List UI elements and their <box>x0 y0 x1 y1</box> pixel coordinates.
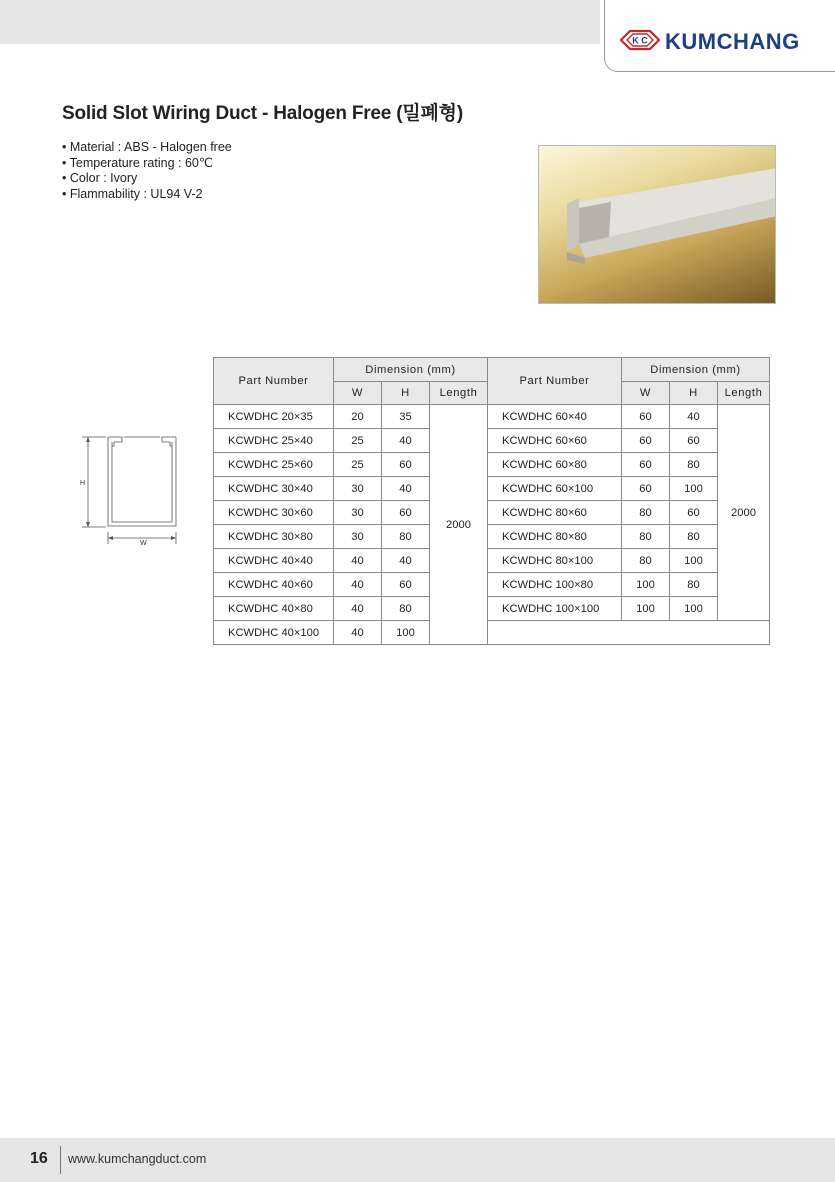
part-number-cell: KCWDHC 40×100 <box>214 621 334 645</box>
spec-material: • Material : ABS - Halogen free <box>62 140 232 156</box>
h-cell: 100 <box>670 477 718 501</box>
length-cell-right: 2000 <box>718 405 770 621</box>
footer-divider <box>60 1146 61 1174</box>
w-cell: 100 <box>622 573 670 597</box>
part-number-cell: KCWDHC 60×40 <box>488 405 622 429</box>
table-row <box>214 429 770 453</box>
brand-logo-tab <box>604 0 835 72</box>
part-number-cell: KCWDHC 80×100 <box>488 549 622 573</box>
w-cell: 80 <box>622 501 670 525</box>
w-cell: 40 <box>334 621 382 645</box>
spec-flammability: • Flammability : UL94 V-2 <box>62 187 232 203</box>
w-cell: 60 <box>622 405 670 429</box>
page-title: Solid Slot Wiring Duct - Halogen Free (밀폐형) <box>62 103 463 124</box>
w-cell: 20 <box>334 405 382 429</box>
spec-temperature: • Temperature rating : 60℃ <box>62 156 232 172</box>
header-w-right: W <box>622 382 670 405</box>
part-number-cell: KCWDHC 60×80 <box>488 453 622 477</box>
header-length-right: Length <box>718 382 770 405</box>
width-label: W <box>140 540 147 547</box>
page-number: 16 <box>30 1150 48 1167</box>
h-cell: 40 <box>382 477 430 501</box>
w-cell: 40 <box>334 573 382 597</box>
part-number-cell: KCWDHC 40×80 <box>214 597 334 621</box>
dimension-table <box>213 357 770 645</box>
h-cell: 60 <box>382 501 430 525</box>
part-number-cell: KCWDHC 60×60 <box>488 429 622 453</box>
w-cell: 100 <box>622 597 670 621</box>
spec-list <box>62 140 232 202</box>
table-row <box>214 453 770 477</box>
part-number-cell: KCWDHC 25×60 <box>214 453 334 477</box>
header-w-left: W <box>334 382 382 405</box>
w-cell: 25 <box>334 453 382 477</box>
w-cell: 60 <box>622 429 670 453</box>
table-row <box>214 549 770 573</box>
header-length-left: Length <box>430 382 488 405</box>
header-h-right: H <box>670 382 718 405</box>
part-number-cell: KCWDHC 80×80 <box>488 525 622 549</box>
part-number-cell: KCWDHC 40×40 <box>214 549 334 573</box>
table-row <box>214 525 770 549</box>
table-row <box>214 597 770 621</box>
header-part-number-left: Part Number <box>214 358 334 405</box>
w-cell: 80 <box>622 549 670 573</box>
part-number-cell: KCWDHC 100×80 <box>488 573 622 597</box>
h-cell: 80 <box>670 525 718 549</box>
part-number-cell: KCWDHC 40×60 <box>214 573 334 597</box>
h-cell: 100 <box>382 621 430 645</box>
product-photo <box>538 145 776 304</box>
h-cell: 40 <box>382 549 430 573</box>
w-cell: 25 <box>334 429 382 453</box>
w-cell: 60 <box>622 477 670 501</box>
table-row <box>214 405 770 429</box>
header-dimension-right: Dimension (mm) <box>622 358 770 382</box>
h-cell: 80 <box>382 597 430 621</box>
h-cell: 80 <box>382 525 430 549</box>
website-link[interactable]: www.kumchangduct.com <box>68 1152 207 1166</box>
part-number-cell: KCWDHC 20×35 <box>214 405 334 429</box>
table-row <box>214 477 770 501</box>
h-cell: 80 <box>670 573 718 597</box>
duct-photo-illustration <box>539 146 776 304</box>
w-cell: 40 <box>334 549 382 573</box>
part-number-cell: KCWDHC 30×60 <box>214 501 334 525</box>
w-cell: 40 <box>334 597 382 621</box>
h-cell: 80 <box>670 453 718 477</box>
header-h-left: H <box>382 382 430 405</box>
w-cell: 80 <box>622 525 670 549</box>
h-cell: 40 <box>382 429 430 453</box>
part-number-cell: KCWDHC 30×80 <box>214 525 334 549</box>
h-cell: 60 <box>670 501 718 525</box>
header-bar <box>0 0 600 44</box>
h-cell: 40 <box>670 405 718 429</box>
part-number-cell: KCWDHC 80×60 <box>488 501 622 525</box>
header-part-number-right: Part Number <box>488 358 622 405</box>
footer-bar <box>0 1138 835 1182</box>
part-number-cell: KCWDHC 25×40 <box>214 429 334 453</box>
w-cell: 60 <box>622 453 670 477</box>
h-cell: 100 <box>670 549 718 573</box>
kumchang-logo-icon <box>619 27 661 53</box>
height-label: H <box>80 480 86 487</box>
h-cell: 100 <box>670 597 718 621</box>
w-cell: 30 <box>334 477 382 501</box>
part-number-cell: KCWDHC 60×100 <box>488 477 622 501</box>
spec-color: • Color : Ivory <box>62 171 232 187</box>
part-number-cell: KCWDHC 100×100 <box>488 597 622 621</box>
brand-name: KUMCHANG <box>665 29 800 54</box>
logo-mark-text: K C <box>632 35 648 46</box>
table-row <box>214 573 770 597</box>
table-row <box>214 621 770 645</box>
h-cell: 60 <box>670 429 718 453</box>
w-cell: 30 <box>334 525 382 549</box>
h-cell: 60 <box>382 573 430 597</box>
duct-cross-section-drawing <box>72 428 184 548</box>
w-cell: 30 <box>334 501 382 525</box>
length-cell-left: 2000 <box>430 405 488 645</box>
table-row <box>214 501 770 525</box>
header-dimension-left: Dimension (mm) <box>334 358 488 382</box>
h-cell: 60 <box>382 453 430 477</box>
part-number-cell: KCWDHC 30×40 <box>214 477 334 501</box>
h-cell: 35 <box>382 405 430 429</box>
empty-cell <box>488 621 770 645</box>
